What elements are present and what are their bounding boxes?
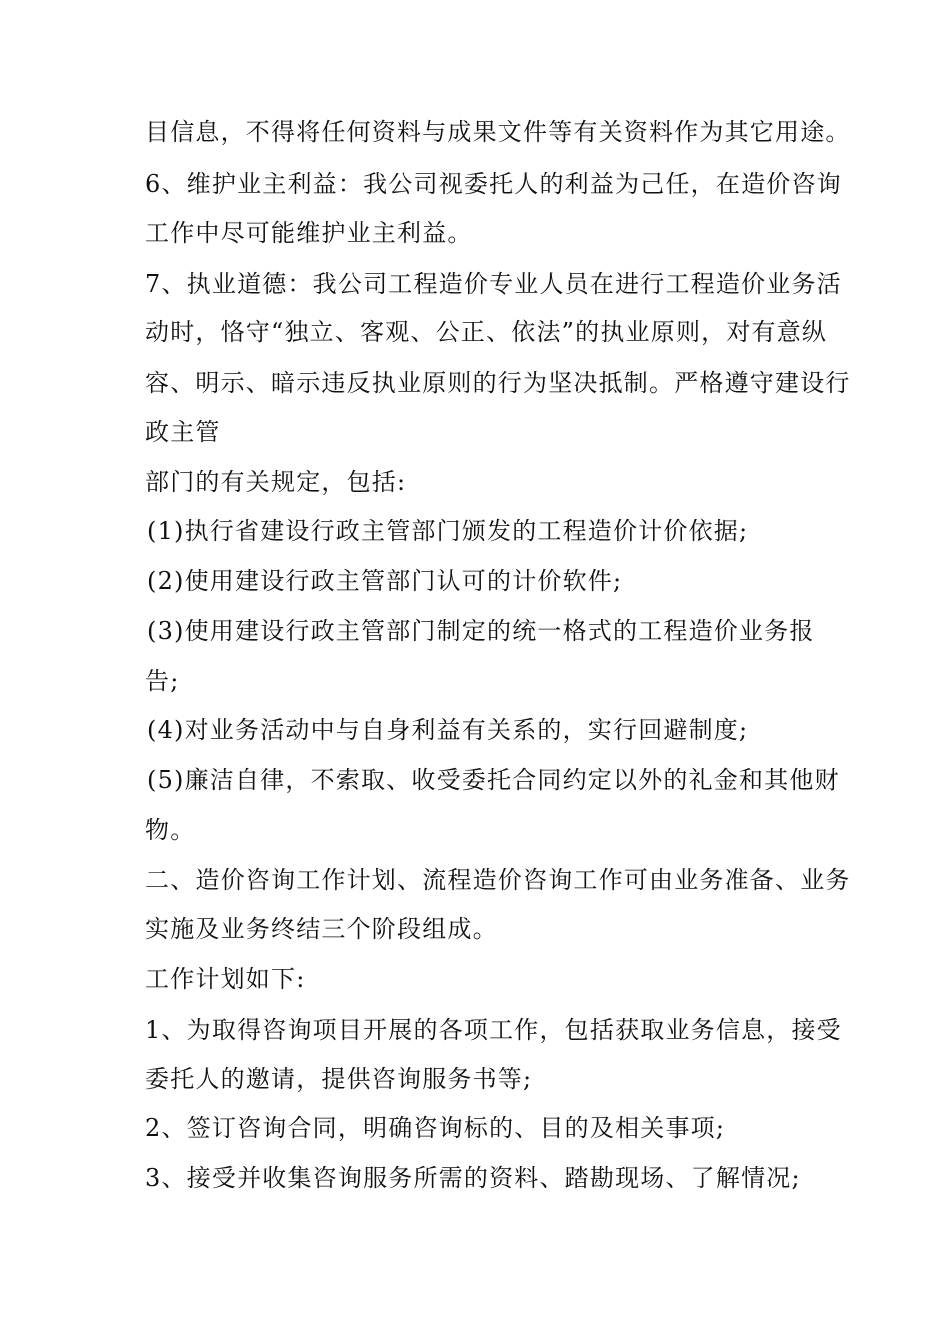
- text-line: 二、造价咨询工作计划、流程造价咨询工作可由业务准备、业务: [145, 866, 851, 894]
- text-line: 工作计划如下:: [145, 965, 306, 993]
- text-line: (2)使用建设行政主管部门认可的计价软件;: [147, 567, 623, 595]
- text-line: 目信息，不得将任何资料与成果文件等有关资料作为其它用途。: [145, 118, 851, 146]
- text-line: 物。: [145, 816, 196, 844]
- text-line: 部门的有关规定，包括:: [145, 468, 407, 496]
- text-line: 3、接受并收集咨询服务所需的资料、踏勘现场、了解情况;: [145, 1164, 801, 1192]
- text-line: (4)对业务活动中与自身利益有关系的，实行回避制度;: [147, 716, 749, 744]
- text-line: 6、维护业主利益：我公司视委托人的利益为己任，在造价咨询: [145, 170, 842, 198]
- text-line: (1)执行省建设行政主管部门颁发的工程造价计价依据;: [147, 517, 749, 545]
- text-line: 1、为取得咨询项目开展的各项工作，包括获取业务信息，接受: [145, 1016, 842, 1044]
- text-line: 告;: [145, 667, 180, 695]
- text-line: 动时，恪守“独立、客观、公正、依法”的执业原则，对有意纵: [145, 318, 828, 346]
- text-line: (5)廉洁自律，不索取、收受委托合同约定以外的礼金和其他财: [147, 766, 840, 794]
- text-line: 实施及业务终结三个阶段组成。: [145, 915, 498, 943]
- text-line: 7、执业道德：我公司工程造价专业人员在进行工程造价业务活: [145, 270, 842, 298]
- text-line: 政主管: [145, 418, 221, 446]
- text-line: 委托人的邀请，提供咨询服务书等;: [145, 1065, 533, 1093]
- text-line: 工作中尽可能维护业主利益。: [145, 219, 473, 247]
- text-line: (3)使用建设行政主管部门制定的统一格式的工程造价业务报: [147, 617, 815, 645]
- text-line: 2、签订咨询合同，明确咨询标的、目的及相关事项;: [145, 1114, 726, 1142]
- text-line: 容、明示、暗示违反执业原则的行为坚决抵制。严格遵守建设行: [145, 369, 851, 397]
